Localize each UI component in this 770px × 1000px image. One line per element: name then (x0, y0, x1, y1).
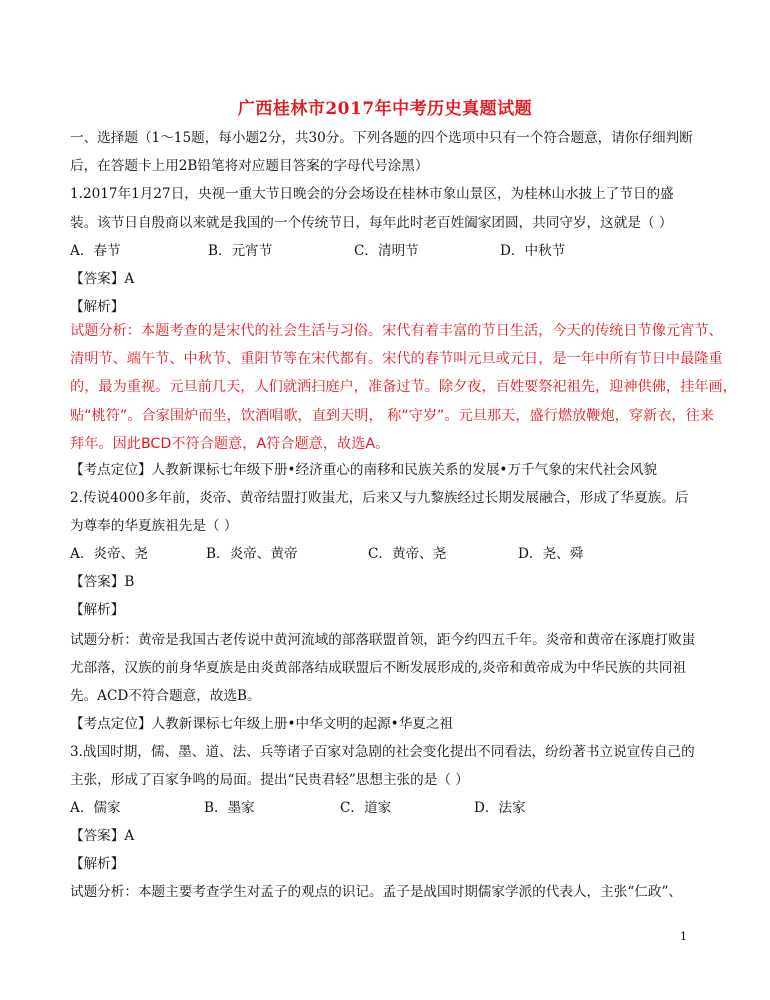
question-2-stem-line: 2.传说4000多年前，炎帝、黄帝结盟打败蚩尤，后来又与九黎族经过长期发展融合，形成了华夏族。后 (70, 490, 689, 506)
intro-line: 后，在答题卡上用2B铅笔将对应题目答案的字母代号涂黑） (70, 158, 429, 174)
question-1-answer: 【答案】A (70, 271, 135, 287)
option-a: A．炎帝、尧 (70, 546, 148, 562)
option-d: D．法家 (474, 800, 526, 816)
question-1-stem-line: 装。该节日自殷商以来就是我国的一个传统节日，每年此时老百姓阖家团圆，共同守岁，这就是（ ） (70, 215, 673, 231)
question-3-stem-line: 3.战国时期，儒、墨、道、法、兵等诸子百家对急剧的社会变化提出不同看法，纷纷著书立说宣传自己的 (70, 744, 695, 760)
question-2-analysis-line: 试题分析：黄帝是我国古老传说中黄河流域的部落联盟首领，距今约四五千年。炎帝和黄帝在涿鹿打败蚩 (70, 632, 696, 648)
question-3-stem-line: 主张，形成了百家争鸣的局面。提出“民贵君轻”思想主张的是（ ） (70, 772, 469, 788)
option-b: B．墨家 (204, 800, 255, 816)
question-1-analysis-line: 试题分析：本题考查的是宋代的社会生活与习俗。宋代有着丰富的节日生活，今天的传统日节像元宵节、 (70, 323, 723, 339)
option-b: B．元宵节 (208, 243, 273, 259)
question-2-analysis-line: 先。ACD不符合题意，故选B。 (70, 688, 261, 704)
option-c: C．道家 (340, 800, 392, 816)
question-1-analysis-line: 拜年。因此BCD不符合题意，A符合题意，故选A。 (70, 436, 390, 452)
page-title: 广西桂林市2017年中考历史真题试题 (237, 99, 533, 119)
option-c: C．黄帝、尧 (368, 546, 447, 562)
question-3-analysis-line: 试题分析：本题主要考查学生对孟子的观点的识记。孟子是战国时期儒家学派的代表人，主张“仁政”、 (70, 884, 683, 900)
question-2-knowledge-point: 【考点定位】人教新课标七年级上册•中华文明的起源•华夏之祖 (70, 716, 454, 732)
question-2-analysis-label: 【解析】 (70, 602, 125, 618)
question-2-answer: 【答案】B (70, 574, 135, 590)
option-b: B．炎帝、黄帝 (206, 546, 298, 562)
question-1-analysis-line: 的，最为重视。元旦前几天，人们就洒扫庭户，准备过节。除夕夜，百姓要祭祀祖先，迎神供佛，挂年画， (70, 379, 737, 395)
question-1-analysis-label: 【解析】 (70, 299, 125, 315)
page-number: 1 (680, 930, 687, 943)
question-1-analysis-line: 清明节、端午节、中秋节、重阳节等在宋代都有。宋代的春节叫元旦或元日，是一年中所有节日中最隆重 (70, 351, 723, 367)
option-c: C．清明节 (354, 243, 419, 259)
question-1-analysis-line: 贴“桃符”。合家围炉而坐，饮酒唱歌，直到天明， 称“守岁”。元旦那天，盛行燃放鞭炮，穿新衣，往来 (70, 408, 714, 424)
intro-line: 一、选择题（1～15题，每小题2分，共30分。下列各题的四个选项中只有一个符合题意，请你仔细判断 (70, 130, 693, 146)
option-a: A．儒家 (70, 800, 121, 816)
question-1-stem-line: 1.2017年1月27日，央视一重大节日晚会的分会场设在桂林市象山景区，为桂林山水披上了节日的盛 (70, 186, 674, 202)
option-d: D．尧、舜 (518, 546, 584, 562)
question-2-stem-line: 为尊奉的华夏族祖先是（ ） (70, 518, 238, 534)
question-2-analysis-line: 尤部落，汉族的前身华夏族是由炎黄部落结成联盟后不断发展形成的,炎帝和黄帝成为中华民族的共同祖 (70, 660, 687, 676)
option-a: A．春节 (70, 243, 121, 259)
option-d: D．中秋节 (500, 243, 566, 259)
question-3-answer: 【答案】A (70, 828, 135, 844)
question-3-analysis-label: 【解析】 (70, 856, 125, 872)
question-1-knowledge-point: 【考点定位】人教新课标七年级下册•经济重心的南移和民族关系的发展•万千气象的宋代社会风貌 (70, 462, 657, 478)
